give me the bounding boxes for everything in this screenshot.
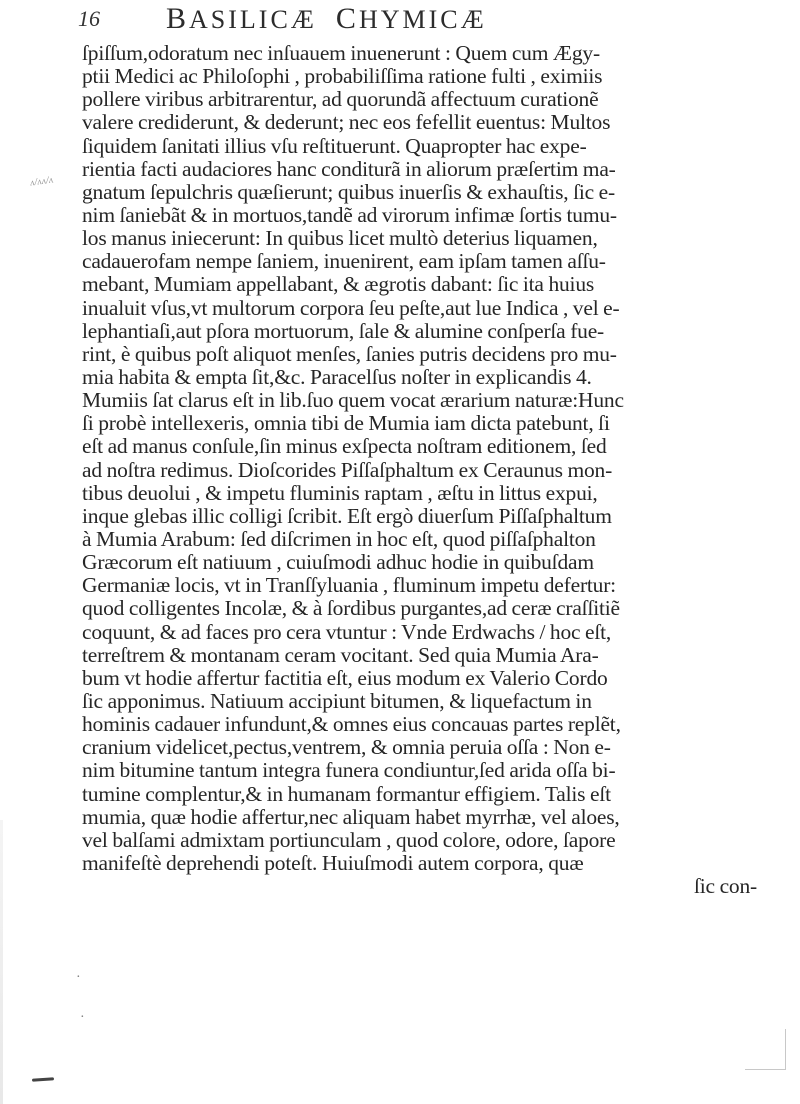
page-number: 16: [78, 6, 100, 31]
text-line: ſic apponimus. Natiuum accipiunt bitumen, & liquefactum in: [82, 688, 592, 713]
text-line: à Mumia Arabum: ſed diſcrimen in hoc eſt, quod piſſaſphalton: [82, 526, 596, 551]
text-line: nim ſaniebãt & in mortuos,tandẽ ad virorum infimæ ſortis tumu-: [82, 202, 617, 227]
text-line: cranium videlicet,pectus,ventrem, & omnia peruia oſſa : Non e-: [82, 735, 611, 760]
text-line: pollere viribus arbitrarentur, ad quorundã affectuum curationẽ: [82, 87, 599, 112]
text-line: ſiquidem ſanitati illius vſu reſtituerunt. Quapropter hac expe-: [82, 133, 587, 158]
running-title-word-2-rest: HYMICÆ: [358, 5, 487, 34]
running-head: [78, 2, 778, 38]
text-line: mia habita & empta ſit,&c. Paracelſus noſter in explicandis 4.: [82, 364, 592, 389]
ink-fleck: ·: [76, 970, 81, 985]
text-line: Mumiis ſat clarus eſt in lib.ſuo quem vocat ærarium naturæ:Hunc: [82, 388, 624, 413]
text-line: Germaniæ locis, vt in Tranſſyluania , fluminum impetu defertur:: [82, 573, 616, 598]
text-line: valere crediderunt, & dederunt; nec eos fefellit euentus: Multos: [82, 110, 611, 135]
text-line: terreſtrem & montanam ceram vocitant. Sed quia Mumia Ara-: [82, 642, 599, 667]
ink-smudge: [32, 1077, 54, 1082]
text-line: coquunt, & ad faces pro cera vtuntur : Vnde Erdwachs / hoc eſt,: [82, 619, 612, 644]
text-line: ſpiſſum,odoratum nec inſuauem inuenerunt : Quem cum Ægy-: [82, 41, 600, 65]
text-line: tibus deuolui , & impetu fluminis raptam , æſtu in littus expui,: [82, 480, 598, 505]
text-line: lephantiaſi,aut pſora mortuorum, ſale & alumine conſperſa fue-: [82, 318, 605, 343]
body-text: [82, 42, 800, 898]
text-line: ſi probè intellexeris, omnia tibi de Mumia iam dicta patebunt, ſi: [82, 411, 610, 436]
text-line: Græcorum eſt natiuum , cuiuſmodi adhuc hodie in quibuſdam: [82, 550, 594, 575]
text-line: cadauerofam nempe ſaniem, inuenirent, eam ipſam tamen aſſu-: [82, 249, 606, 274]
text-line: los manus iniecerunt: In quibus licet multò deterius liquamen,: [82, 226, 598, 251]
text-line: mebant, Mumiam appellabant, & ægrotis dabant: ſic ita huius: [82, 272, 595, 297]
text-line: bum vt hodie affertur factitia eſt, eius modum ex Valerio Cordo: [82, 665, 608, 690]
text-line: ad noſtra redimus. Dioſcorides Piſſaſphaltum ex Ceraunus mon-: [82, 457, 613, 482]
page-corner-curl: [745, 1029, 786, 1070]
text-line: quod colligentes Incolæ, & à ſordibus purgantes,ad ceræ craſſitiẽ: [82, 596, 620, 621]
ink-fleck: ·: [80, 1010, 85, 1025]
text-line: eſt ad manus conſule,ſin minus exſpecta noſtram editionem, ſed: [82, 434, 607, 459]
text-line: mumia, quæ hodie affertur,nec aliquam habet myrrhæ, vel aloes,: [82, 804, 620, 829]
text-line: manifeſtè deprehendi poteſt. Huiuſmodi autem corpora, quæ: [82, 850, 584, 875]
text-line: vel balſami admixtam portiunculam , quod colore, odore, ſapore: [82, 827, 616, 852]
text-line: hominis cadauer infundunt,& omnes eius concauas partes replẽt,: [82, 712, 621, 737]
text-line: inque glebas illic colligi ſcribit. Eſt ergò diuerſum Piſſaſphaltum: [82, 503, 612, 528]
text-line: rint, è quibus poſt aliquot menſes, ſanies putris decidens pro mu-: [82, 341, 617, 366]
running-title-initial-b: B: [166, 2, 190, 35]
marginal-pencil-mark: ʌ/ʌʌ/ʌ: [29, 174, 54, 189]
catchword-line: ſic con-: [694, 874, 757, 899]
running-title-word-1-rest: ASILICÆ: [189, 5, 317, 34]
text-line: ptii Medici ac Philoſophi , probabiliſſima ratione fulti , eximiis: [82, 64, 603, 89]
text-line: tumine complentur,& in humanam formantur effigiem. Talis eſt: [82, 781, 611, 806]
text-line: rientia facti audaciores hanc conditurã in aliorum præſertim ma-: [82, 156, 616, 181]
text-line: inualuit vſus,vt multorum corpora ſeu peſte,aut lue Indica , vel e-: [82, 295, 620, 320]
text-line: nim bitumine tantum integra funera condiuntur,ſed arida oſſa bi-: [82, 758, 616, 783]
page-edge-shadow: [0, 820, 3, 1104]
running-title: [166, 2, 487, 36]
text-line: gnatum ſepulchris quæſierunt; quibus inuerſis & exhauſtis, ſic e-: [82, 179, 615, 204]
running-title-initial-c: C: [335, 2, 359, 35]
